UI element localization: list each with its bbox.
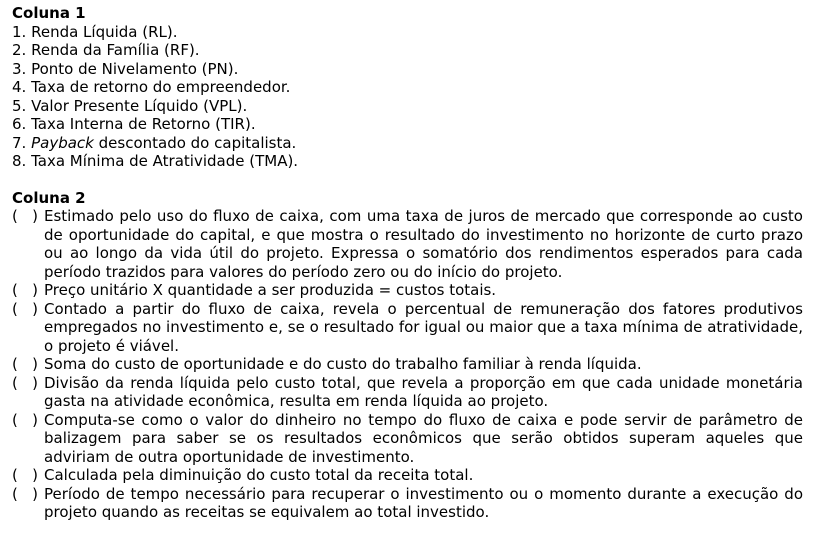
column1-item — [12, 23, 803, 42]
column2-item — [12, 355, 803, 374]
item-number: 4. — [12, 78, 27, 96]
column2-item — [12, 374, 803, 411]
item-number: 6. — [12, 115, 27, 133]
answer-blank[interactable]: ( ) — [12, 355, 39, 373]
column1-item — [12, 78, 803, 97]
item-number: 3. — [12, 59, 27, 78]
item-text: Valor Presente Líquido (VPL). — [31, 96, 248, 115]
item-text: Renda Líquida (RL). — [31, 22, 178, 41]
column1-heading: Coluna 1 — [12, 4, 86, 22]
item-text: Taxa Mínima de Atratividade (TMA). — [31, 152, 299, 170]
column1-item — [12, 97, 803, 116]
statement-text: Soma do custo de oportunidade e do custo do trabalho familiar à renda líquida. — [44, 355, 642, 373]
statement-text: Divisão da renda líquida pelo custo total, que revela a proporção em que cada unidade monetária gasta na atividade econômica, resulta em renda líquida ao projeto. — [44, 373, 803, 410]
item-text: Renda da Família (RF). — [31, 41, 200, 59]
statement-text: Estimado pelo uso do fluxo de caixa, com uma taxa de juros de mercado que corresponde ao custo de oportunidade do capital, e que mostra o resultado do investimento no horizonte de curto prazo ou ao longo da vida útil do projeto. Expressa o somatório dos rendimentos esperados para cada período trazidos para valores do período zero ou do início do projeto. — [44, 207, 803, 281]
column2-list — [12, 207, 803, 522]
column2-item — [12, 466, 803, 485]
column1-item — [12, 134, 803, 153]
item-number: 7. — [12, 133, 27, 152]
statement-text: Calculada pela diminuição do custo total da receita total. — [44, 466, 474, 484]
answer-blank[interactable]: ( ) — [12, 299, 39, 318]
statement-text: Período de tempo necessário para recuperar o investimento ou o momento durante a execução do projeto quando as receitas se equivalem ao total investido. — [44, 484, 803, 521]
column2-item — [12, 207, 803, 281]
statement-text: Preço unitário X quantidade a ser produzida = custos totais. — [44, 281, 497, 299]
column1-list — [12, 23, 803, 171]
column1-item — [12, 60, 803, 79]
column2-item — [12, 281, 803, 300]
answer-blank[interactable]: ( ) — [12, 281, 39, 299]
column2-item — [12, 485, 803, 522]
statement-text: Computa-se como o valor do dinheiro no tempo do fluxo de caixa e pode servir de parâmetro de balizagem para saber se os resultados econômicos que serão obtidos superam aqueles que adviriam de outra oportunidade de investimento. — [44, 410, 803, 466]
column2-item — [12, 300, 803, 356]
item-text: Taxa de retorno do empreendedor. — [31, 78, 291, 96]
column1-item — [12, 152, 803, 171]
answer-blank[interactable]: ( ) — [12, 207, 39, 225]
column2-heading: Coluna 2 — [12, 188, 86, 207]
column1-item — [12, 41, 803, 60]
item-text: Taxa Interna de Retorno (TIR). — [31, 115, 256, 133]
item-text: descontado do capitalista. — [93, 133, 297, 152]
item-italic-term: Payback — [31, 133, 94, 152]
answer-blank[interactable]: ( ) — [12, 484, 39, 503]
item-number: 1. — [12, 22, 27, 41]
answer-blank[interactable]: ( ) — [12, 373, 39, 392]
item-number: 5. — [12, 96, 27, 115]
statement-text: Contado a partir do fluxo de caixa, revela o percentual de remuneração dos fatores produtivos empregados no investimento e, se o resultado for igual ou maior que a taxa mínima de atratividade, o projeto é viável. — [44, 299, 803, 355]
column1-item — [12, 115, 803, 134]
column2-item — [12, 411, 803, 467]
item-number: 2. — [12, 41, 27, 59]
answer-blank[interactable]: ( ) — [12, 410, 39, 429]
answer-blank[interactable]: ( ) — [12, 466, 39, 484]
item-text: Ponto de Nivelamento (PN). — [31, 59, 239, 78]
item-number: 8. — [12, 152, 27, 170]
